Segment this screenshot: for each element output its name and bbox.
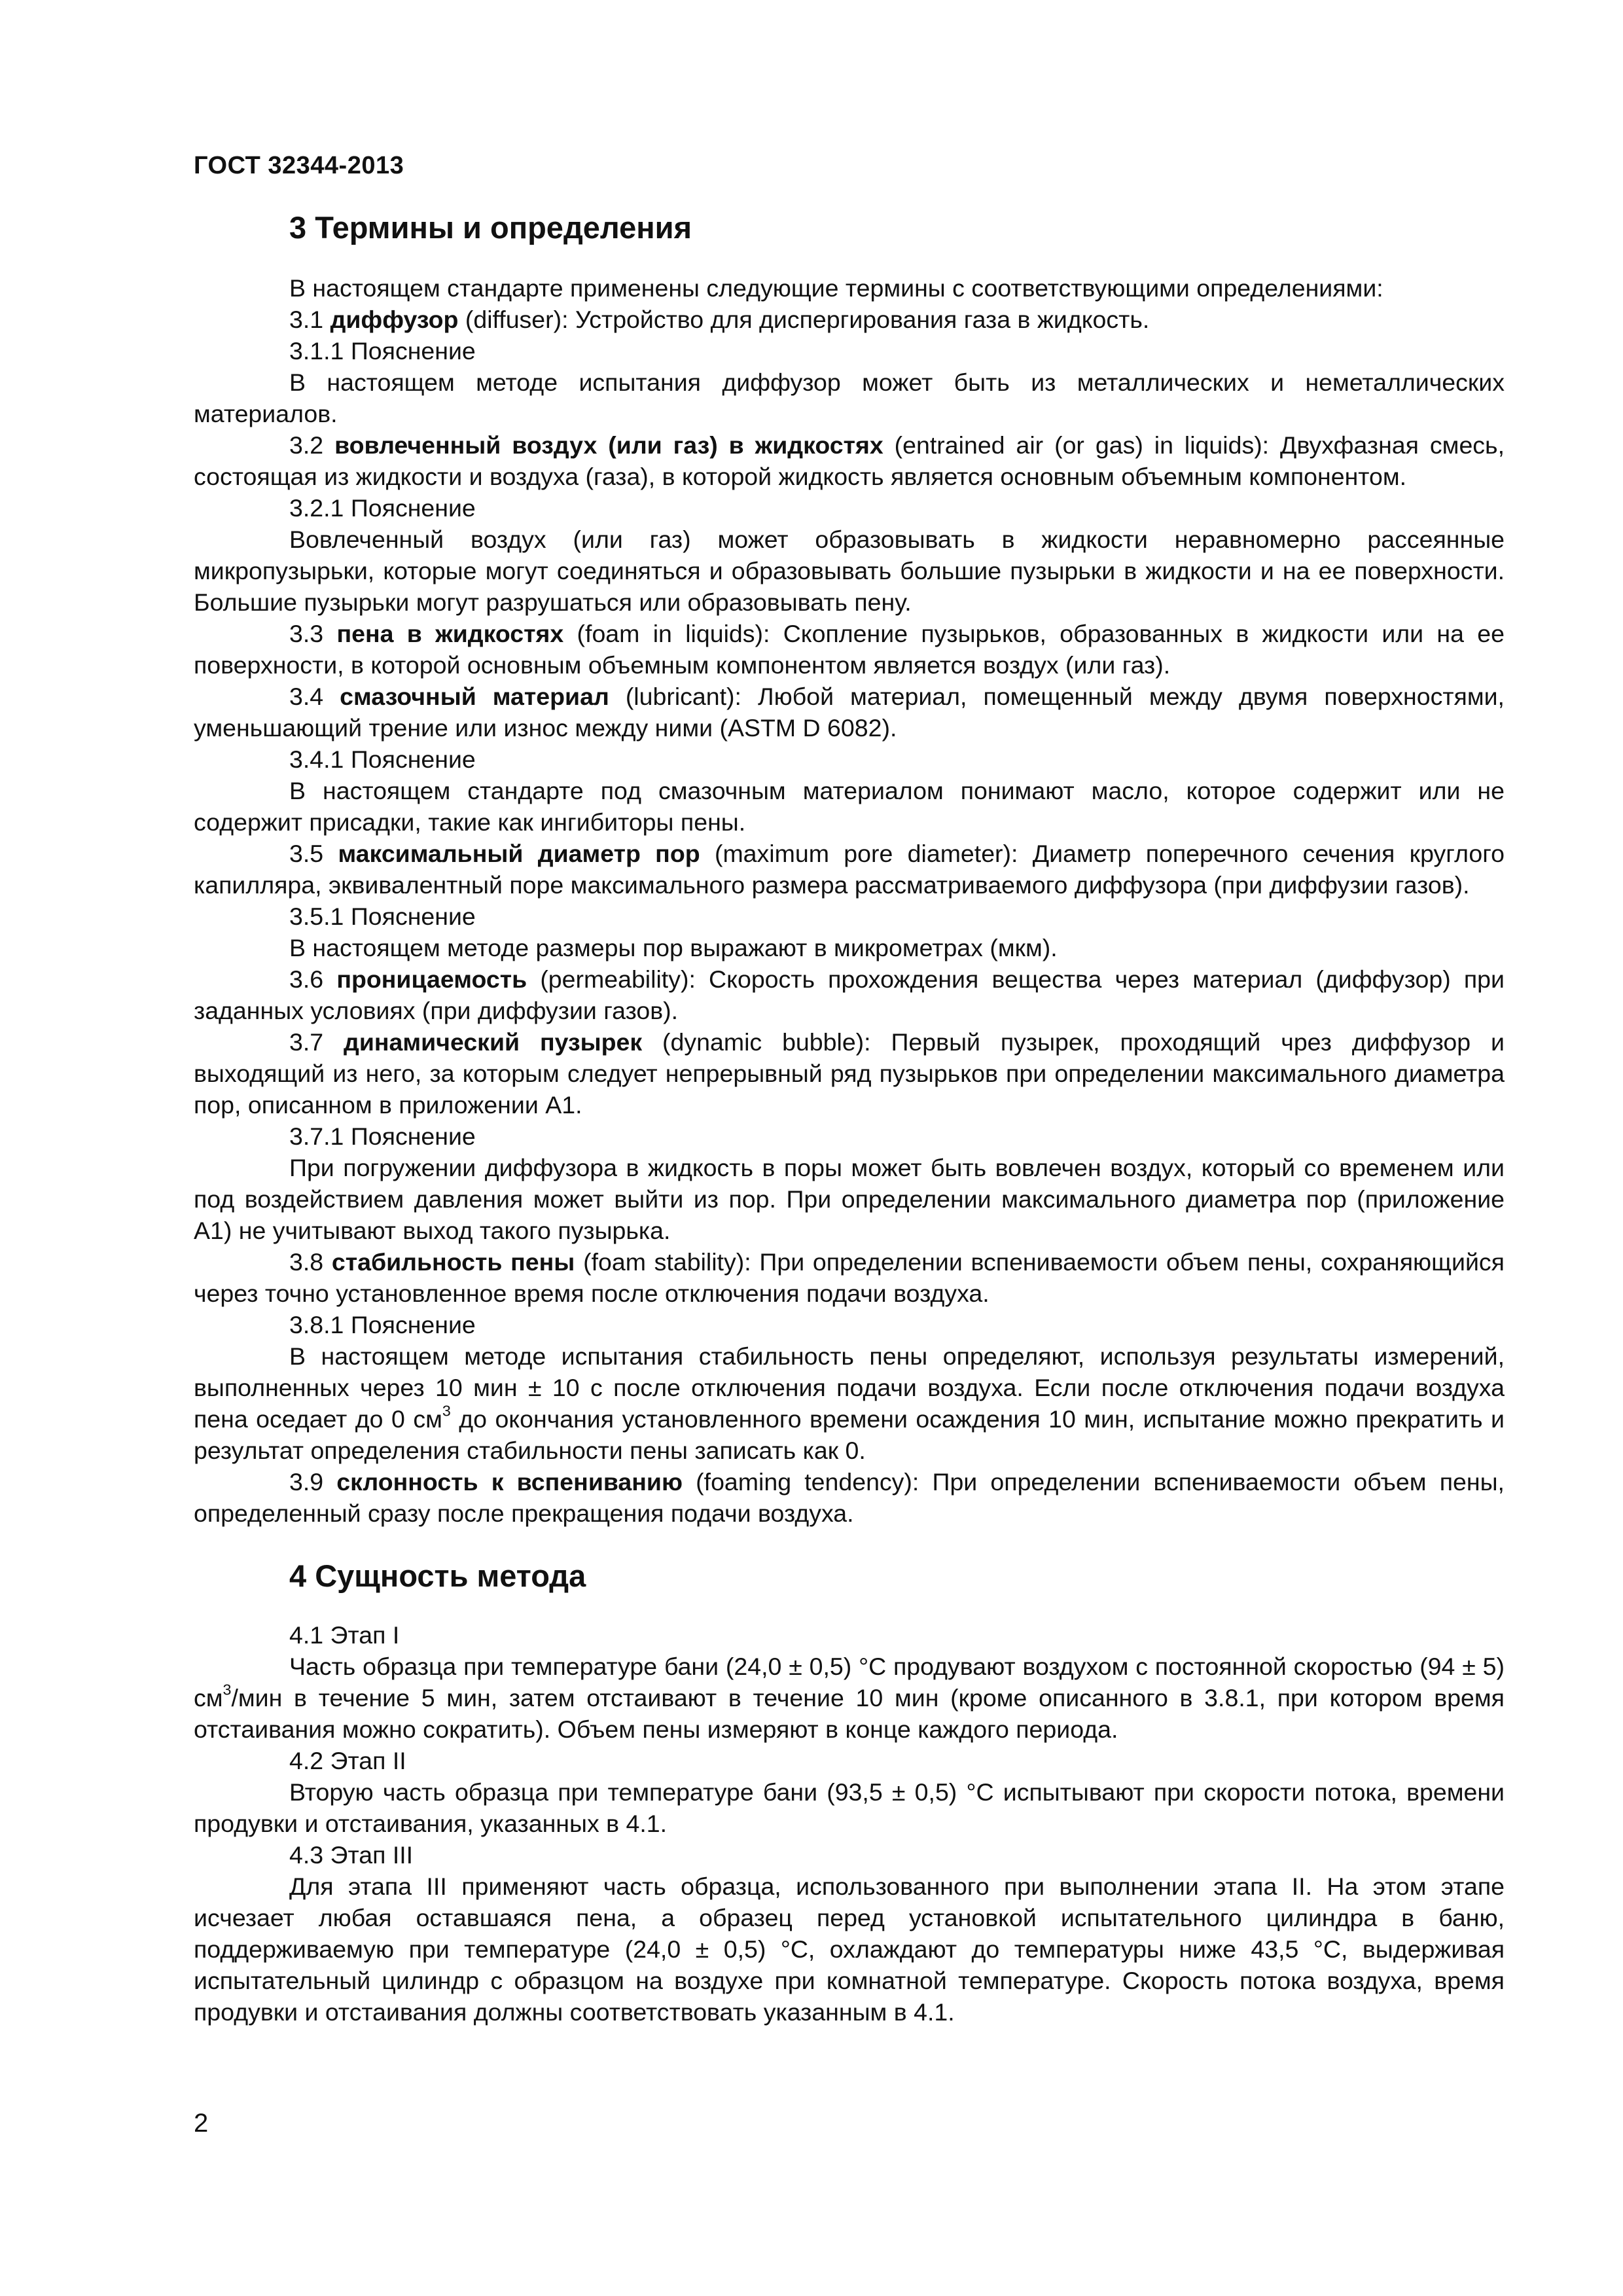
term-3-3: [194, 618, 1505, 681]
term-number: 3.7: [289, 1028, 344, 1056]
term-number: 3.1: [289, 306, 330, 333]
note-3-7-1-title: 3.7.1 Пояснение: [289, 1122, 476, 1150]
subsection-4-2-text: Вторую часть образца при температуре бани (93,5 ± 0,5) °С испытывают при скорости потока, времени продувки и отстаивания, указанных в 4.1.: [194, 1778, 1505, 1837]
note-3-8-1-text: [194, 1340, 1505, 1466]
page-content: [194, 208, 1505, 2028]
subsection-4-2-title: 4.2 Этап II: [289, 1747, 406, 1774]
term-number: 3.3: [289, 620, 337, 647]
term-definition: (dynamic bubble): Первый пузырек, проходящий чрез диффузор и выходящий из него, за которым следует непрерывный ряд пузырьков при определении максимального диаметра пор, описанном в приложении А1.: [194, 1028, 1505, 1119]
term-name: вовлеченный воздух (или газ) в жидкостях: [334, 431, 883, 459]
note-3-5-1-text: В настоящем методе размеры пор выражают в микрометрах (мкм).: [289, 934, 1058, 961]
subsection-4-3-title: 4.3 Этап III: [289, 1841, 414, 1869]
note-3-7-1-text: При погружении диффузора в жидкость в поры может быть вовлечен воздух, который со временем или под воздействием давления может выйти из пор. При определении максимального диаметра пор (приложение А1) не учитывают выход такого пузырька.: [194, 1154, 1505, 1244]
note-3-8-1-title: 3.8.1 Пояснение: [289, 1311, 476, 1338]
term-3-5: [194, 838, 1505, 901]
section-3-title: 3 Термины и определения: [289, 210, 692, 245]
term-definition: (foaming tendency): При определении вспениваемости объем пены, определенный сразу после прекращения подачи воздуха.: [194, 1468, 1505, 1527]
paragraph-part: /мин в течение 5 мин, затем отстаивают в течение 10 мин (кроме описанного в 3.8.1, при котором время отстаивания можно сократить). Объем пены измеряют в конце каждого периода.: [194, 1684, 1505, 1743]
term-name: динамический пузырек: [344, 1028, 643, 1056]
term-definition: (entrained air (or gas) in liquids): Двухфазная смесь, состоящая из жидкости и воздуха (газа), в которой жидкость является основным объемным компонентом.: [194, 431, 1505, 490]
note-3-2-1-title: 3.2.1 Пояснение: [289, 494, 476, 522]
subsection-4-1-text: [194, 1651, 1505, 1745]
page-number: 2: [194, 2109, 209, 2138]
term-3-1: [194, 304, 1505, 335]
superscript: 3: [223, 1681, 232, 1698]
term-name: смазочный материал: [340, 683, 609, 710]
note-text-part: до окончания установленного времени осаждения 10 мин, испытание можно прекратить и результат определения стабильности пены записать как 0.: [194, 1405, 1505, 1464]
note-text-part: В настоящем методе испытания стабильность пены определяют, используя результаты измерений, выполненных через 10 мин ± 10 с после отключения подачи воздуха. Если после отключения подачи воздуха пена оседает до 0 см: [194, 1342, 1505, 1433]
document-code-header: ГОСТ 32344-2013: [194, 152, 404, 179]
term-definition: (foam stability): При определении вспениваемости объем пены, сохраняющийся через точно установленное время после отключения подачи воздуха.: [194, 1248, 1505, 1307]
superscript: 3: [442, 1402, 451, 1420]
term-number: 3.8: [289, 1248, 332, 1276]
term-name: склонность к вспениванию: [336, 1468, 683, 1496]
term-3-9: [194, 1466, 1505, 1529]
term-number: 3.9: [289, 1468, 337, 1496]
term-definition: (foam in liquids): Скопление пузырьков, образованных в жидкости или на ее поверхности, в которой основным объемным компонентом является воздух (или газ).: [194, 620, 1505, 679]
term-3-4: [194, 681, 1505, 744]
term-3-2: [194, 429, 1505, 492]
term-3-8: [194, 1246, 1505, 1309]
term-3-7: [194, 1026, 1505, 1121]
term-number: 3.5: [289, 840, 338, 867]
section-4-title: 4 Сущность метода: [289, 1558, 586, 1593]
term-number: 3.6: [289, 965, 337, 993]
term-name: диффузор: [330, 306, 459, 333]
term-name: максимальный диаметр пор: [338, 840, 700, 867]
note-3-1-1-title: 3.1.1 Пояснение: [289, 337, 476, 365]
subsection-4-3-text: Для этапа III применяют часть образца, использованного при выполнении этапа II. На этом этапе исчезает любая оставшаяся пена, а образец перед установкой испытательного цилиндра в баню, поддерживаемую при температуре (24,0 ± 0,5) °С, охлаждают до температуры ниже 43,5 °С, выдерживая испытательный цилиндр с образцом на воздухе при комнатной температуре. Скорость потока воздуха, время продувки и отстаивания должны соответствовать указанным в 4.1.: [194, 1873, 1505, 2026]
term-definition: (permeability): Скорость прохождения вещества через материал (диффузор) при заданных условиях (при диффузии газов).: [194, 965, 1505, 1024]
note-3-4-1-title: 3.4.1 Пояснение: [289, 745, 476, 773]
term-definition: (lubricant): Любой материал, помещенный между двумя поверхностями, уменьшающий трение или износ между ними (ASTM D 6082).: [194, 683, 1505, 742]
term-definition: (diffuser): Устройство для диспергирования газа в жидкость.: [458, 306, 1150, 333]
note-3-5-1-title: 3.5.1 Пояснение: [289, 903, 476, 930]
term-number: 3.2: [289, 431, 335, 459]
note-3-4-1-text: В настоящем стандарте под смазочным материалом понимают масло, которое содержит или не содержит присадки, такие как ингибиторы пены.: [194, 777, 1505, 836]
term-name: пена в жидкостях: [336, 620, 564, 647]
term-number: 3.4: [289, 683, 340, 710]
term-definition: (maximum pore diameter): Диаметр поперечного сечения круглого капилляра, эквивалентный поре максимального размера рассматриваемого диффузора (при диффузии газов).: [194, 840, 1505, 899]
term-3-6: [194, 963, 1505, 1026]
paragraph-part: Часть образца при температуре бани (24,0 ± 0,5) °С продувают воздухом с постоянной скоростью (94 ± 5) см: [194, 1653, 1505, 1712]
section-3-intro: В настоящем стандарте применены следующие термины с соответствующими определениями:: [289, 274, 1383, 302]
term-name: проницаемость: [336, 965, 527, 993]
note-3-2-1-text: Вовлеченный воздух (или газ) может образовывать в жидкости неравномерно рассеянные микропузырьки, которые могут соединяться и образовывать большие пузырьки в жидкости и на ее поверхности. Большие пузырьки могут разрушаться или образовывать пену.: [194, 526, 1505, 616]
subsection-4-1-title: 4.1 Этап I: [289, 1621, 400, 1649]
note-3-1-1-text: В настоящем методе испытания диффузор может быть из металлических и неметаллических материалов.: [194, 368, 1505, 427]
term-name: стабильность пены: [331, 1248, 575, 1276]
